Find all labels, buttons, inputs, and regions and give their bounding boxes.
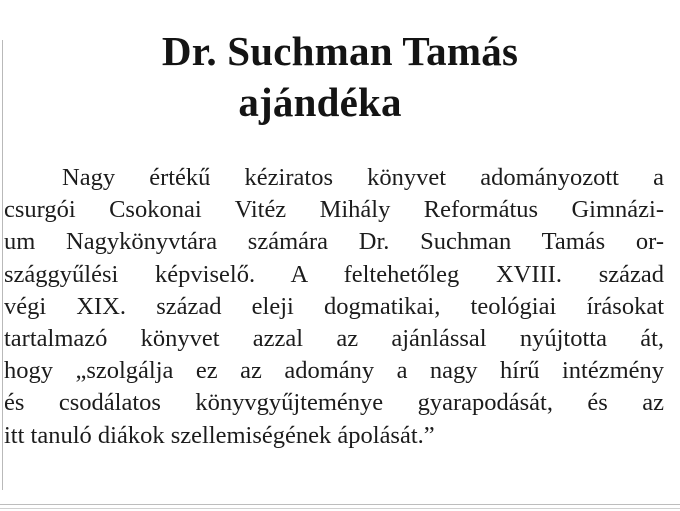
article-title-line-1: Dr. Suchman Tamás — [161, 28, 519, 74]
body-line: Nagy értékű kéziratos könyvet adományozott a — [62, 164, 664, 191]
article-title-line-2: ajándéka — [238, 79, 402, 125]
body-line: hogy „szolgálja ez az adomány a nagy hírű intézmény — [4, 357, 664, 385]
scan-edge-bottom-secondary — [0, 508, 680, 509]
body-line-last: itt tanuló diákok szellemiségének ápolását.” — [4, 421, 435, 449]
scan-edge-bottom — [0, 504, 680, 505]
body-line: tartalmazó könyvet azzal az ajánlással nyújtotta át, — [4, 324, 664, 352]
body-line: um Nagykönyvtára számára Dr. Suchman Tamás or- — [4, 228, 664, 256]
article-body — [4, 162, 664, 452]
body-line: csurgói Csokonai Vitéz Mihály Református Gimnázi- — [4, 196, 664, 224]
body-line: szággyűlési képviselő. A feltehetőleg XVIII. század — [4, 260, 664, 288]
body-line: és csodálatos könyvgyűjteménye gyarapodását, és az — [4, 389, 664, 417]
body-line: végi XIX. század eleji dogmatikai, teológiai írásokat — [4, 292, 664, 320]
